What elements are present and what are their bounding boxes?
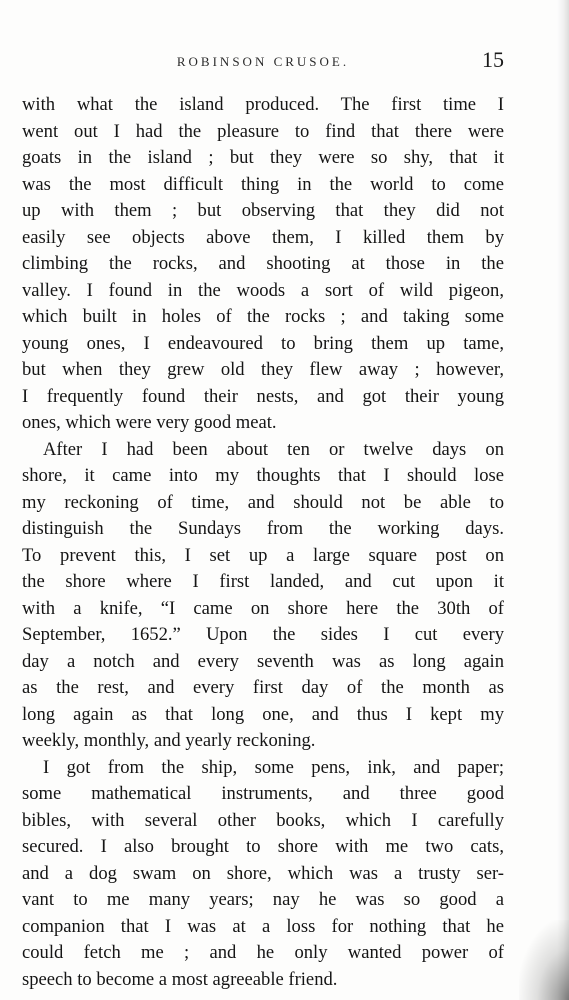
text-line: ones, which were very good meat. [22,412,277,433]
text-line: but when they grew old they flew away ; however, [22,359,504,380]
text-line: day a notch and every seventh was as long again [22,650,504,672]
text-line: the shore where I first landed, and cut upon it [22,571,504,592]
paragraph-start-line: After I had been about ten or twelve days on [43,438,504,460]
text-line: some mathematical instruments, and three good [22,783,504,804]
page-edge-shadow [557,0,569,1000]
text-line: shore, it came into my thoughts that I should lose [22,465,504,486]
text-line: speech to become a most agreeable friend. [22,968,338,990]
text-line: and a dog swam on shore, which was a trusty ser- [22,862,504,884]
text-line: goats in the island ; but they were so shy, that it [22,147,504,168]
text-line: long again as that long one, and thus I kept my [22,703,504,725]
text-line: secured. I also brought to shore with me two cats, [22,836,504,857]
running-head [22,47,504,74]
text-line: up with them ; but observing that they did not [22,200,504,221]
text-line: climbing the rocks, and shooting at those in the [22,253,504,274]
text-line: To prevent this, I set up a large square post on [22,544,504,566]
page-corner-shadow [519,920,569,1000]
text-line: I frequently found their nests, and got their young [22,385,504,407]
text-line: which built in holes of the rocks ; and taking some [22,306,504,327]
text-line: my reckoning of time, and should not be able to [22,491,504,513]
text-line: went out I had the pleasure to find that there were [22,120,504,142]
text-line: companion that I was at a loss for nothing that he [22,915,504,937]
text-line: as the rest, and every first day of the month as [22,677,504,698]
text-line: September, 1652.” Upon the sides I cut every [22,624,504,645]
paragraph-start-line: I got from the ship, some pens, ink, and paper; [43,756,504,778]
text-line: could fetch me ; and he only wanted power of [22,942,504,963]
text-line: weekly, monthly, and yearly reckoning. [22,730,316,751]
page-number: 15 [482,47,504,72]
text-line: young ones, I endeavoured to bring them up tame, [22,332,504,354]
running-title: ROBINSON CRUSOE. [176,54,350,69]
text-line: easily see objects above them, I killed them by [22,226,504,248]
text-line: vant to me many years; nay he was so good a [22,889,504,910]
body-text [22,92,504,993]
text-line: bibles, with several other books, which I carefully [22,809,504,831]
text-line: valley. I found in the woods a sort of wild pigeon, [22,279,504,301]
text-line: with what the island produced. The first time I [22,94,504,115]
text-line: was the most difficult thing in the world to come [22,173,504,195]
text-line: with a knife, “I came on shore here the 30th of [22,597,504,619]
text-line: distinguish the Sundays from the working days. [22,518,504,539]
